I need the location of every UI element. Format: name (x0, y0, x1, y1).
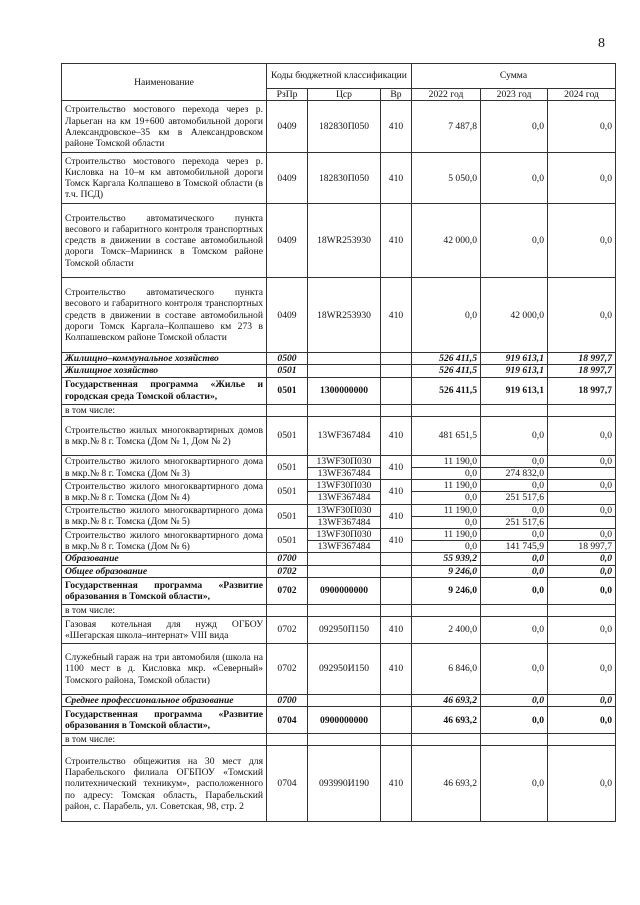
cell-rzpr: 0704 (267, 746, 308, 822)
cell-2023: 0,0 (481, 617, 548, 644)
cell-rzpr (267, 404, 308, 416)
cell-rzpr: 0500 (267, 353, 308, 365)
cell-2023: 0,0 (481, 504, 548, 516)
cell-2024: 0,0 (548, 153, 616, 204)
cell-vr: 410 (381, 455, 412, 479)
cell-2022: 11 190,0 (412, 455, 481, 467)
cell-rzpr (267, 604, 308, 616)
cell-2024: 0,0 (548, 480, 616, 492)
cell-2024: 0,0 (548, 577, 616, 604)
cell-csr (308, 604, 381, 616)
cell-csr (308, 404, 381, 416)
cell-2024 (548, 404, 616, 416)
cell-2024 (548, 734, 616, 746)
cell-csr: 13WF30П030 (308, 455, 381, 467)
cell-rzpr: 0409 (267, 278, 308, 353)
cell-vr: 410 (381, 529, 412, 553)
row-name: Государственная программа «Развитие образования в Томской области», (62, 577, 267, 604)
cell-2024: 0,0 (548, 416, 616, 455)
cell-csr: 182830П050 (308, 101, 381, 153)
cell-2024: 0,0 (548, 695, 616, 707)
table-row (62, 377, 616, 404)
cell-2022: 0,0 (412, 516, 481, 528)
row-name: Строительство мостового перехода через р. Ларьеган на км 19+600 автомобильной дороги Александровское–35 км в Александровском районе Томской области (62, 101, 267, 153)
cell-vr: 410 (381, 480, 412, 504)
cell-2022: 46 693,2 (412, 707, 481, 734)
cell-rzpr: 0501 (267, 377, 308, 404)
cell-csr: 092950П150 (308, 617, 381, 644)
cell-2024: 0,0 (548, 504, 616, 516)
cell-2024: 0,0 (548, 204, 616, 278)
cell-vr (381, 565, 412, 577)
table-row (62, 416, 616, 455)
page-number: 8 (598, 36, 605, 51)
cell-2022: 526 411,5 (412, 377, 481, 404)
cell-csr (308, 565, 381, 577)
row-name: Строительство общежития на 30 мест для Парабельского филиала ОГБПОУ «Томский политехнический техникум», расположенного по адресу: Томская область, Парабельский район, с. Парабель, ул. Советская, 98, стр. 2 (62, 746, 267, 822)
cell-2022: 46 693,2 (412, 695, 481, 707)
cell-csr: 13WF367484 (308, 516, 381, 528)
cell-2023: 42 000,0 (481, 278, 548, 353)
row-name: Государственная программа «Развитие образования в Томской области», (62, 707, 267, 734)
cell-vr (381, 365, 412, 377)
cell-2024: 0,0 (548, 746, 616, 822)
cell-2022: 11 190,0 (412, 529, 481, 541)
cell-2023: 0,0 (481, 707, 548, 734)
table-row (62, 529, 616, 541)
cell-rzpr: 0702 (267, 577, 308, 604)
row-note: в том числе: (62, 404, 267, 416)
cell-2023: 0,0 (481, 416, 548, 455)
cell-vr: 410 (381, 617, 412, 644)
header-2022: 2022 год (412, 89, 481, 101)
table-row (62, 204, 616, 278)
row-name: Образование (62, 553, 267, 565)
cell-2022 (412, 734, 481, 746)
table-row (62, 644, 616, 695)
cell-2023: 919 613,1 (481, 353, 548, 365)
table-row (62, 617, 616, 644)
row-name: Строительство автоматического пункта весового и габаритного контроля транспортных средств в движении в составе автомобильной дороги Томск–Мариинск в Томском районе Томской области (62, 204, 267, 278)
cell-2024 (548, 468, 616, 480)
cell-2024: 18 997,7 (548, 541, 616, 553)
cell-2024 (548, 516, 616, 528)
row-name: Служебный гараж на три автомобиля (школа на 1100 мест в д. Кисловка мкр. «Северный» Томского района, Томской области) (62, 644, 267, 695)
cell-vr: 410 (381, 504, 412, 528)
cell-2022: 526 411,5 (412, 365, 481, 377)
cell-2023: 0,0 (481, 695, 548, 707)
cell-csr (308, 553, 381, 565)
cell-csr (308, 734, 381, 746)
cell-vr (381, 553, 412, 565)
table-row (62, 404, 616, 416)
row-name: Жилищно–коммунальное хозяйство (62, 353, 267, 365)
cell-csr: 13WF367484 (308, 492, 381, 504)
cell-2023: 0,0 (481, 529, 548, 541)
cell-rzpr: 0501 (267, 416, 308, 455)
cell-2023: 0,0 (481, 101, 548, 153)
cell-2024: 0,0 (548, 565, 616, 577)
cell-csr: 092950И150 (308, 644, 381, 695)
row-name: Газовая котельная для нужд ОГБОУ «Шегарская школа–интернат» VIII вида (62, 617, 267, 644)
row-name: Строительство жилого многоквартирного дома в мкр.№ 8 г. Томска (Дом № 3) (62, 455, 267, 479)
cell-vr (381, 707, 412, 734)
row-name: Строительство жилого многоквартирного дома в мкр.№ 8 г. Томска (Дом № 5) (62, 504, 267, 528)
cell-2022: 5 050,0 (412, 153, 481, 204)
table-row (62, 480, 616, 492)
cell-rzpr: 0501 (267, 529, 308, 553)
row-name: Жилищное хозяйство (62, 365, 267, 377)
row-name: Строительство жилого многоквартирного дома в мкр.№ 8 г. Томска (Дом № 6) (62, 529, 267, 553)
row-name: Строительство жилого многоквартирного дома в мкр.№ 8 г. Томска (Дом № 4) (62, 480, 267, 504)
table-row (62, 734, 616, 746)
cell-2022: 7 487,8 (412, 101, 481, 153)
cell-2023: 0,0 (481, 644, 548, 695)
cell-2024: 18 997,7 (548, 353, 616, 365)
cell-csr: 18WR253930 (308, 204, 381, 278)
table-row (62, 353, 616, 365)
cell-2023: 0,0 (481, 746, 548, 822)
cell-vr: 410 (381, 278, 412, 353)
header-codes: Коды бюджетной классификации (267, 64, 412, 89)
cell-rzpr: 0501 (267, 504, 308, 528)
cell-2022: 42 000,0 (412, 204, 481, 278)
cell-vr: 410 (381, 644, 412, 695)
cell-csr: 13WF30П030 (308, 529, 381, 541)
cell-2023 (481, 404, 548, 416)
row-name: Строительство автоматического пункта весового и габаритного контроля транспортных средств в движении в составе автомобильной дороги Томск Каргала–Колпашево км 273 в Колпашевском районе Томской области (62, 278, 267, 353)
cell-2024: 0,0 (548, 707, 616, 734)
cell-csr: 093990И190 (308, 746, 381, 822)
cell-rzpr: 0702 (267, 565, 308, 577)
cell-rzpr: 0409 (267, 153, 308, 204)
cell-csr: 13WF367484 (308, 541, 381, 553)
cell-csr: 13WF367484 (308, 416, 381, 455)
header-sum: Сумма (412, 64, 616, 89)
cell-vr (381, 734, 412, 746)
cell-2024: 0,0 (548, 455, 616, 467)
cell-2024: 0,0 (548, 101, 616, 153)
cell-csr (308, 365, 381, 377)
cell-vr: 410 (381, 204, 412, 278)
table-row (62, 746, 616, 822)
cell-2023: 0,0 (481, 153, 548, 204)
table-row (62, 455, 616, 467)
row-name: Государственная программа «Жилье и городская среда Томской области», (62, 377, 267, 404)
cell-vr: 410 (381, 416, 412, 455)
table-row (62, 101, 616, 153)
header-csr: Цср (308, 89, 381, 101)
table-row (62, 707, 616, 734)
cell-vr (381, 604, 412, 616)
cell-2023: 251 517,6 (481, 492, 548, 504)
cell-2024: 18 997,7 (548, 377, 616, 404)
header-name: Наименование (62, 64, 267, 101)
cell-csr (308, 353, 381, 365)
cell-csr: 13WF30П030 (308, 480, 381, 492)
cell-vr (381, 695, 412, 707)
cell-2022: 9 246,0 (412, 577, 481, 604)
row-name: Общее образование (62, 565, 267, 577)
cell-2022: 46 693,2 (412, 746, 481, 822)
cell-2022: 0,0 (412, 468, 481, 480)
cell-2022: 481 651,5 (412, 416, 481, 455)
table-row (62, 278, 616, 353)
cell-2023: 141 745,9 (481, 541, 548, 553)
cell-csr: 13WF367484 (308, 468, 381, 480)
cell-2024: 0,0 (548, 278, 616, 353)
cell-2023 (481, 604, 548, 616)
cell-2023: 251 517,6 (481, 516, 548, 528)
table-row (62, 365, 616, 377)
cell-vr: 410 (381, 746, 412, 822)
table-row (62, 577, 616, 604)
cell-2023: 919 613,1 (481, 377, 548, 404)
cell-rzpr: 0702 (267, 644, 308, 695)
cell-2023: 0,0 (481, 455, 548, 467)
cell-vr (381, 404, 412, 416)
cell-2022: 6 846,0 (412, 644, 481, 695)
cell-2023: 0,0 (481, 204, 548, 278)
cell-2024 (548, 604, 616, 616)
cell-2022: 0,0 (412, 541, 481, 553)
cell-vr: 410 (381, 153, 412, 204)
budget-table (61, 63, 616, 822)
cell-rzpr: 0501 (267, 455, 308, 479)
table-row (62, 504, 616, 516)
cell-2022: 11 190,0 (412, 480, 481, 492)
cell-2023: 0,0 (481, 577, 548, 604)
cell-2022: 9 246,0 (412, 565, 481, 577)
table-row (62, 553, 616, 565)
cell-vr (381, 577, 412, 604)
cell-csr: 0900000000 (308, 577, 381, 604)
header-2023: 2023 год (481, 89, 548, 101)
row-name: Среднее профессиональное образование (62, 695, 267, 707)
cell-rzpr: 0501 (267, 365, 308, 377)
cell-2022: 0,0 (412, 492, 481, 504)
row-note: в том числе: (62, 734, 267, 746)
cell-2022: 526 411,5 (412, 353, 481, 365)
cell-rzpr: 0700 (267, 695, 308, 707)
cell-2024: 0,0 (548, 529, 616, 541)
cell-2024: 18 997,7 (548, 365, 616, 377)
cell-2024: 0,0 (548, 553, 616, 565)
header-2024: 2024 год (548, 89, 616, 101)
cell-vr (381, 353, 412, 365)
cell-rzpr (267, 734, 308, 746)
cell-2022: 11 190,0 (412, 504, 481, 516)
cell-2022: 2 400,0 (412, 617, 481, 644)
cell-csr: 0900000000 (308, 707, 381, 734)
row-note: в том числе: (62, 604, 267, 616)
header-rzpr: РзПр (267, 89, 308, 101)
cell-2022 (412, 604, 481, 616)
row-name: Строительство мостового перехода через р. Кисловка на 10–м км автомобильной дороги Томск Каргала Колпашево в Томской области (в т.ч. ПСД) (62, 153, 267, 204)
cell-rzpr: 0501 (267, 480, 308, 504)
cell-csr (308, 695, 381, 707)
cell-2023: 0,0 (481, 553, 548, 565)
table-row (62, 153, 616, 204)
table-row (62, 695, 616, 707)
cell-2022: 0,0 (412, 278, 481, 353)
cell-2023 (481, 734, 548, 746)
cell-rzpr: 0409 (267, 101, 308, 153)
header-vr: Вр (381, 89, 412, 101)
table-row (62, 604, 616, 616)
cell-2022 (412, 404, 481, 416)
cell-2023: 0,0 (481, 565, 548, 577)
cell-rzpr: 0409 (267, 204, 308, 278)
cell-rzpr: 0704 (267, 707, 308, 734)
cell-csr: 1300000000 (308, 377, 381, 404)
table-row (62, 565, 616, 577)
cell-rzpr: 0700 (267, 553, 308, 565)
cell-2024: 0,0 (548, 617, 616, 644)
cell-vr: 410 (381, 101, 412, 153)
table-body (62, 101, 616, 822)
cell-2023: 0,0 (481, 480, 548, 492)
cell-2024 (548, 492, 616, 504)
cell-2023: 274 832,0 (481, 468, 548, 480)
cell-csr: 13WF30П030 (308, 504, 381, 516)
cell-vr (381, 377, 412, 404)
cell-2022: 55 939,2 (412, 553, 481, 565)
cell-2024: 0,0 (548, 644, 616, 695)
cell-rzpr: 0702 (267, 617, 308, 644)
cell-csr: 18WR253930 (308, 278, 381, 353)
row-name: Строительство жилых многоквартирных домов в мкр.№ 8 г. Томска (Дом № 1, Дом № 2) (62, 416, 267, 455)
cell-2023: 919 613,1 (481, 365, 548, 377)
cell-csr: 182830П050 (308, 153, 381, 204)
